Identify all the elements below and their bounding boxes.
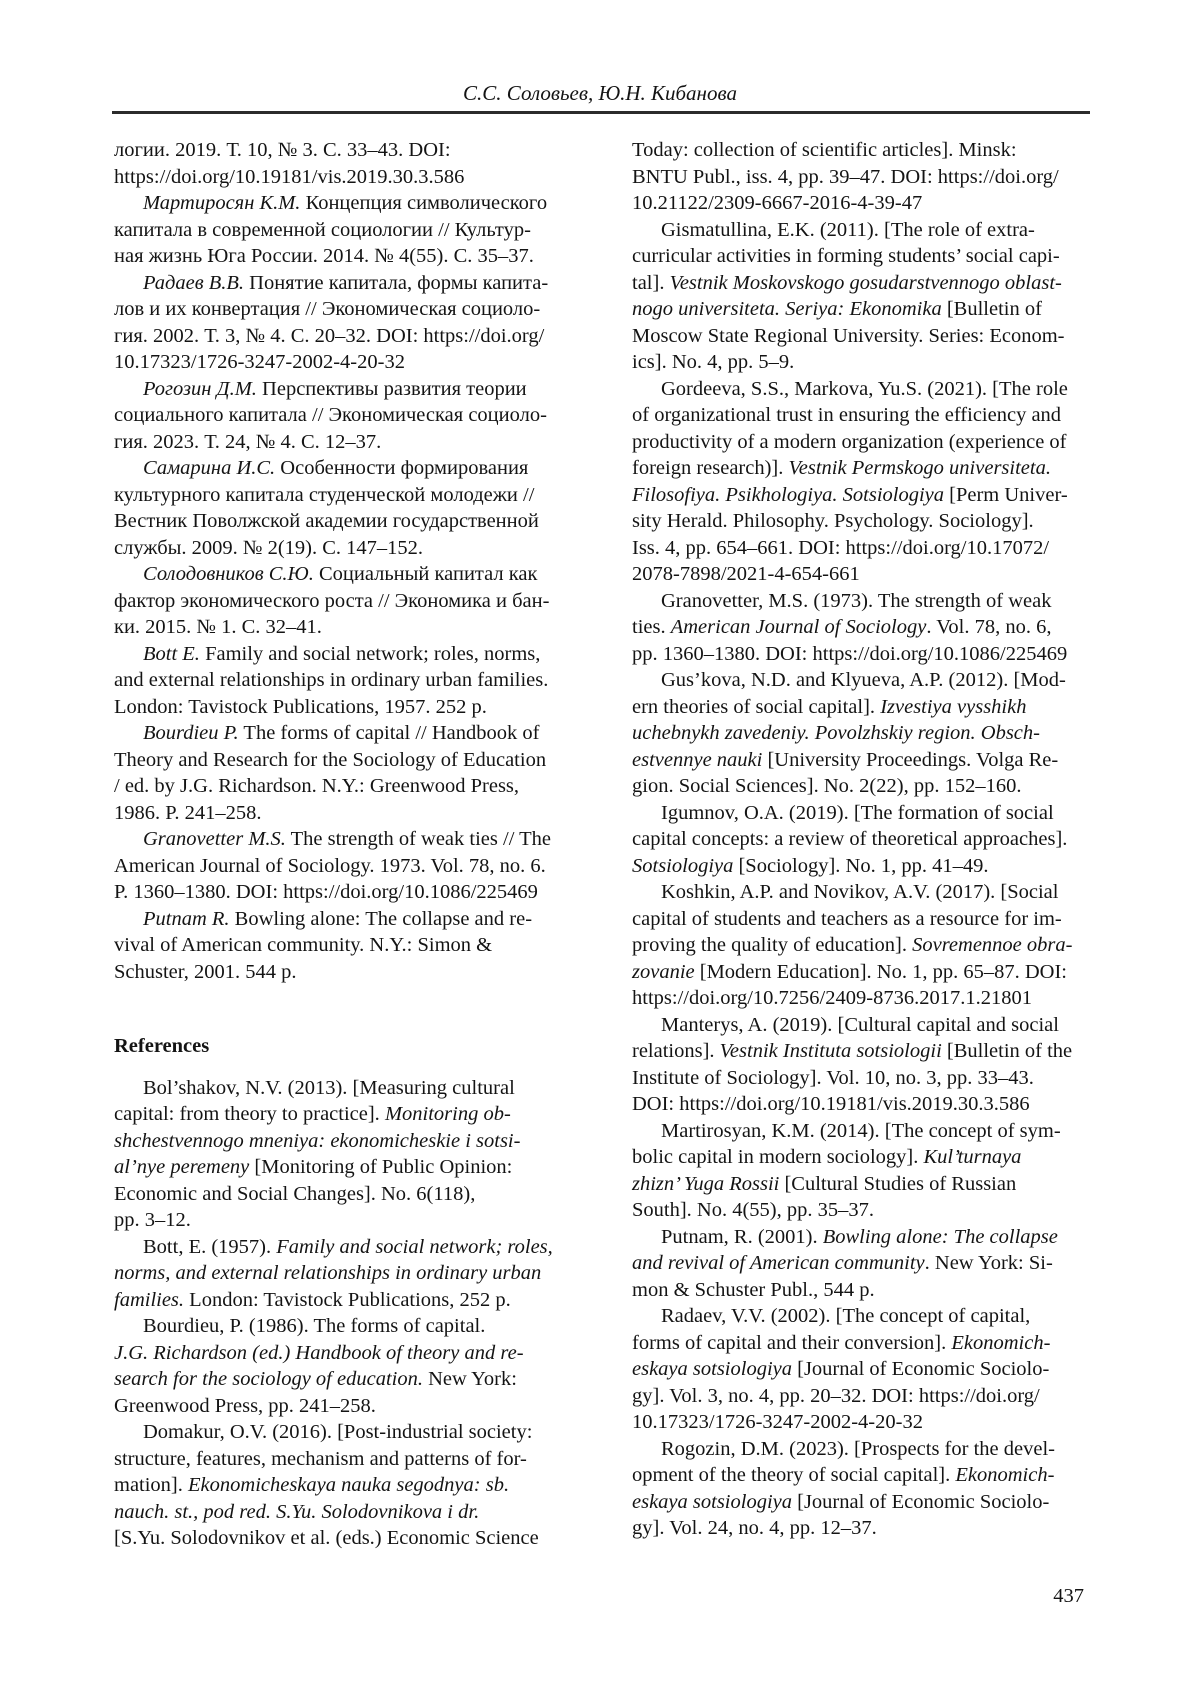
reference-line <box>632 959 1102 986</box>
reference-text: bolic capital in modern sociology]. <box>632 1146 924 1168</box>
reference-title-italic: Ekonomicheskaya nauka segodnya: sb. <box>188 1474 510 1496</box>
reference-line <box>632 773 1102 800</box>
reference-line <box>632 190 1102 217</box>
reference-line <box>632 1065 1102 1092</box>
reference-line <box>632 243 1102 270</box>
reference-line <box>632 270 1102 297</box>
reference-line <box>632 932 1102 959</box>
reference-text: [Bulletin of the <box>941 1040 1073 1062</box>
reference-line <box>632 826 1102 853</box>
reference-text: 1986. P. 241–258. <box>114 801 262 824</box>
reference-text: forms of capital and their conversion]. <box>632 1331 952 1354</box>
reference-title-italic: Рогозин Д.М. <box>143 377 257 400</box>
reference-title-italic: al’nye peremeny <box>114 1156 250 1178</box>
reference-line <box>114 508 584 535</box>
reference-text: gy]. Vol. 3, no. 4, pp. 20–32. DOI: https://doi.org/ <box>632 1384 1040 1407</box>
reference-title-italic: Granovetter M.S. <box>143 828 286 850</box>
reference-line <box>114 561 584 588</box>
reference-text: sity Herald. Philosophy. Psychology. Sociology]. <box>632 510 1034 532</box>
reference-paragraph <box>114 1419 584 1552</box>
reference-paragraph <box>114 455 584 561</box>
reference-text: opment of the theory of social capital]. <box>632 1464 956 1486</box>
reference-line <box>632 1197 1102 1224</box>
reference-line <box>114 137 584 164</box>
reference-title-italic: eskaya sotsiologiya <box>632 1490 792 1513</box>
reference-text: [Perm Univer- <box>944 483 1068 506</box>
reference-title-italic: Bourdieu P. <box>143 722 239 744</box>
reference-line <box>632 1515 1102 1542</box>
reference-line <box>632 217 1102 244</box>
reference-text: https://doi.org/10.19181/vis.2019.30.3.586 <box>114 165 465 188</box>
reference-text: vival of American community. N.Y.: Simon & <box>114 934 493 956</box>
reference-text: [Cultural Studies of Russian <box>779 1172 1017 1195</box>
reference-line <box>114 402 584 429</box>
reference-line <box>114 826 584 853</box>
column-right <box>632 137 1102 1542</box>
reference-text: Bowling alone: The collapse and re- <box>229 907 533 930</box>
reference-text: Gordeeva, S.S., Markova, Yu.S. (2021). [The role <box>661 377 1068 400</box>
reference-line <box>114 614 584 641</box>
reference-title-italic: uchebnykh zavedeniy. Povolzhskiy region. Obsch- <box>632 722 1040 744</box>
reference-paragraph <box>114 826 584 906</box>
reference-text: . New York: Si- <box>924 1252 1053 1274</box>
reference-line <box>114 217 584 244</box>
reference-text: Bol’shakov, N.V. (2013). [Measuring cultural <box>143 1076 515 1099</box>
reference-paragraph <box>632 217 1102 376</box>
reference-line <box>632 1144 1102 1171</box>
reference-line <box>632 1436 1102 1463</box>
reference-title-italic: Kul’turnaya <box>923 1146 1022 1168</box>
reference-text: Gismatullina, E.K. (2011). [The role of extra- <box>661 218 1035 241</box>
reference-line <box>632 694 1102 721</box>
reference-text: Социальный капитал как <box>313 563 538 585</box>
reference-line <box>632 455 1102 482</box>
reference-title-italic: Vestnik Moskovskogo gosudarstvennogo oblast- <box>669 271 1062 294</box>
reference-paragraph <box>632 1118 1102 1224</box>
reference-text: gy]. Vol. 24, no. 4, pp. 12–37. <box>632 1517 877 1539</box>
reference-line <box>114 1154 584 1181</box>
reference-line <box>632 164 1102 191</box>
reference-line <box>114 1181 584 1208</box>
reference-line <box>114 773 584 800</box>
reference-paragraph <box>632 376 1102 588</box>
reference-text: and external relationships in ordinary urban families. <box>114 669 549 691</box>
reference-line <box>114 1446 584 1473</box>
reference-paragraph <box>632 1224 1102 1304</box>
reference-text: capital: from theory to practice]. <box>114 1103 385 1125</box>
reference-line <box>632 1012 1102 1039</box>
reference-text: Bourdieu, P. (1986). The forms of capital. <box>143 1315 486 1337</box>
reference-title-italic: Самарина И.С. <box>143 457 276 479</box>
reference-line <box>114 1287 584 1314</box>
reference-paragraph <box>632 137 1102 217</box>
reference-text: Domakur, O.V. (2016). [Post-industrial society: <box>143 1421 533 1443</box>
reference-line <box>114 800 584 827</box>
reference-title-italic: nogo universiteta. Seriya: Ekonomika <box>632 298 942 320</box>
reference-text: relations]. <box>632 1040 720 1062</box>
reference-line <box>632 1224 1102 1251</box>
reference-text: pp. 3–12. <box>114 1209 191 1231</box>
reference-line <box>114 243 584 270</box>
reference-title-italic: J.G. Richardson (ed.) Handbook of theory and re- <box>114 1341 524 1364</box>
reference-text: капитала в современной социологии // Культур- <box>114 218 531 241</box>
reference-line <box>114 1075 584 1102</box>
reference-line <box>114 694 584 721</box>
reference-paragraph <box>632 800 1102 880</box>
reference-paragraph <box>114 1313 584 1419</box>
reference-line <box>114 1101 584 1128</box>
reference-line <box>632 641 1102 668</box>
reference-line <box>632 1277 1102 1304</box>
reference-title-italic: search for the sociology of education. <box>114 1368 423 1390</box>
reference-text: гия. 2002. Т. 3, № 4. С. 20–32. DOI: https://doi.org/ <box>114 324 545 347</box>
reference-text: Gus’kova, N.D. and Klyueva, A.P. (2012). [Mod- <box>661 669 1066 691</box>
reference-paragraph <box>632 667 1102 800</box>
reference-paragraph <box>114 906 584 986</box>
reference-title-italic: nauch. st., pod red. S.Yu. Solodovnikova i dr. <box>114 1500 480 1523</box>
reference-line <box>632 1409 1102 1436</box>
reference-text: Putnam, R. (2001). <box>661 1225 823 1248</box>
reference-text: 10.21122/2309-6667-2016-4-39-47 <box>632 192 923 214</box>
reference-text: [S.Yu. Solodovnikov et al. (eds.) Economic Science <box>114 1527 539 1549</box>
reference-title-italic: Sovremennoe obra- <box>912 934 1073 956</box>
reference-text: capital of students and teachers as a resource for im- <box>632 907 1062 930</box>
reference-line <box>632 667 1102 694</box>
reference-line <box>114 747 584 774</box>
reference-title-italic: Ekonomich- <box>955 1464 1055 1486</box>
reference-line <box>632 985 1102 1012</box>
reference-text: ties. <box>632 616 671 638</box>
reference-title-italic: Радаев В.В. <box>143 271 245 294</box>
reference-line <box>114 349 584 376</box>
reference-text: DOI: https://doi.org/10.19181/vis.2019.30.3.586 <box>632 1093 1030 1115</box>
reference-text: [Modern Education]. No. 1, pp. 65–87. DOI: <box>694 960 1067 983</box>
reference-text: Family and social network; roles, norms, <box>199 642 541 665</box>
reference-text: Schuster, 2001. 544 p. <box>114 960 297 983</box>
reference-text: Iss. 4, pp. 654–661. DOI: https://doi.org/10.17072/ <box>632 536 1050 559</box>
reference-text: Перспективы развития теории <box>256 377 527 400</box>
reference-line <box>114 376 584 403</box>
reference-text: гия. 2023. Т. 24, № 4. С. 12–37. <box>114 430 382 453</box>
reference-text: ics]. No. 4, pp. 5–9. <box>632 351 795 373</box>
reference-text: ки. 2015. № 1. С. 32–41. <box>114 616 322 638</box>
reference-line <box>632 402 1102 429</box>
reference-text: Manterys, A. (2019). [Cultural capital and social <box>661 1013 1059 1036</box>
reference-text: ная жизнь Юга России. 2014. № 4(55). С. 35–37. <box>114 245 534 267</box>
reference-line <box>632 535 1102 562</box>
reference-text: mon & Schuster Publ., 544 p. <box>632 1278 875 1301</box>
reference-line <box>114 853 584 880</box>
reference-line <box>632 349 1102 376</box>
reference-title-italic: estvennye nauki <box>632 748 763 771</box>
reference-line <box>114 959 584 986</box>
reference-title-italic: Vestnik Instituta sotsiologii <box>719 1040 942 1062</box>
reference-text: культурного капитала студенческой молодежи // <box>114 483 535 506</box>
reference-text: Понятие капитала, формы капита- <box>244 271 549 294</box>
reference-title-italic: norms, and external relationships in ordinary urban <box>114 1262 542 1284</box>
reference-line <box>632 1330 1102 1357</box>
reference-line <box>632 1250 1102 1277</box>
reference-text: P. 1360–1380. DOI: https://doi.org/10.1086/225469 <box>114 881 538 903</box>
reference-title-italic: Filosofiya. Psikhologiya. Sotsiologiya <box>632 483 945 506</box>
reference-paragraph <box>632 1436 1102 1542</box>
reference-text: foreign research)]. <box>632 457 789 479</box>
reference-text: Igumnov, O.A. (2019). [The formation of social <box>661 801 1054 824</box>
reference-line <box>632 1118 1102 1145</box>
reference-line <box>114 296 584 323</box>
reference-paragraph <box>114 1075 584 1234</box>
references-heading: References <box>114 1035 210 1057</box>
reference-line <box>632 323 1102 350</box>
reference-text: 2078-7898/2021-4-654-661 <box>632 563 860 585</box>
reference-title-italic: Bowling alone: The collapse <box>822 1225 1058 1248</box>
reference-line <box>114 535 584 562</box>
reference-line <box>114 323 584 350</box>
reference-paragraph <box>114 190 584 270</box>
reference-text: лов и их конвертация // Экономическая социоло- <box>114 298 541 320</box>
reference-title-italic: and revival of American community <box>632 1252 925 1274</box>
reference-text: [Monitoring of Public Opinion: <box>249 1156 513 1178</box>
reference-paragraph <box>114 137 584 190</box>
reference-text: London: Tavistock Publications, 252 p. <box>184 1288 511 1311</box>
reference-text: Theory and Research for the Sociology of Education <box>114 748 547 771</box>
reference-text: proving the quality of education]. <box>632 934 913 956</box>
reference-line <box>632 588 1102 615</box>
reference-line <box>632 482 1102 509</box>
reference-paragraph <box>114 641 584 721</box>
reference-text: Концепция символического <box>300 192 548 214</box>
reference-text: London: Tavistock Publications, 1957. 252 p. <box>114 695 487 718</box>
reference-line <box>632 614 1102 641</box>
reference-title-italic: zovanie <box>632 960 695 983</box>
reference-line <box>114 588 584 615</box>
reference-text: https://doi.org/10.7256/2409-8736.2017.1.21801 <box>632 987 1032 1009</box>
reference-text: Economic and Social Changes]. No. 6(118), <box>114 1182 476 1205</box>
reference-title-italic: eskaya sotsiologiya <box>632 1358 792 1380</box>
reference-text: социального капитала // Экономическая социоло- <box>114 404 547 426</box>
reference-title-italic: Мартиросян К.М. <box>143 192 301 214</box>
reference-text: ern theories of social capital]. <box>632 695 881 718</box>
reference-line <box>632 720 1102 747</box>
reference-line <box>114 720 584 747</box>
reference-title-italic: shchestvennogo mneniya: ekonomicheskie i sotsi- <box>114 1129 521 1152</box>
reference-line <box>632 1038 1102 1065</box>
reference-text: Вестник Поволжской академии государственной <box>114 510 539 532</box>
reference-text: American Journal of Sociology. 1973. Vol. 78, no. 6. <box>114 854 546 877</box>
reference-text: mation]. <box>114 1474 189 1496</box>
reference-line <box>632 376 1102 403</box>
reference-text: [Bulletin of <box>941 298 1042 320</box>
reference-text: curricular activities in forming students’ social capi- <box>632 245 1060 267</box>
reference-title-italic: Sotsiologiya <box>632 854 734 877</box>
reference-text: логии. 2019. Т. 10, № 3. С. 33–43. DOI: <box>114 139 451 161</box>
reference-title-italic: American Journal of Sociology <box>670 616 927 638</box>
reference-line <box>632 296 1102 323</box>
reference-line <box>114 1419 584 1446</box>
reference-line <box>114 190 584 217</box>
reference-paragraph <box>114 561 584 641</box>
reference-paragraph <box>114 1234 584 1314</box>
reference-line <box>114 641 584 668</box>
reference-text: Today: collection of scientific articles]. Minsk: <box>632 139 1017 161</box>
reference-text: 10.17323/1726-3247-2002-4-20-32 <box>632 1411 923 1433</box>
reference-title-italic: Ekonomich- <box>951 1331 1051 1354</box>
reference-line <box>114 1260 584 1287</box>
reference-text: Institute of Sociology]. Vol. 10, no. 3, pp. 33–43. <box>632 1066 1034 1089</box>
reference-text: Rogozin, D.M. (2023). [Prospects for the devel- <box>661 1437 1055 1460</box>
reference-line <box>114 1128 584 1155</box>
reference-line <box>632 1462 1102 1489</box>
reference-text: Radaev, V.V. (2002). [The concept of capital, <box>661 1305 1031 1327</box>
reference-line <box>114 1313 584 1340</box>
reference-text: Granovetter, M.S. (1973). The strength of weak <box>661 589 1052 612</box>
reference-line <box>632 1383 1102 1410</box>
reference-line <box>632 1171 1102 1198</box>
reference-text: The forms of capital // Handbook of <box>238 722 540 744</box>
reference-text: structure, features, mechanism and patterns of for- <box>114 1447 527 1470</box>
page-number: 437 <box>1053 1585 1084 1607</box>
reference-line <box>632 561 1102 588</box>
reference-text: фактор экономического роста // Экономика и бан- <box>114 589 550 612</box>
reference-line <box>114 667 584 694</box>
reference-line <box>114 879 584 906</box>
reference-text: gion. Social Sciences]. No. 2(22), pp. 152–160. <box>632 775 1022 797</box>
reference-paragraph <box>114 376 584 456</box>
reference-text: Особенности формирования <box>275 457 529 479</box>
reference-line <box>114 932 584 959</box>
column-left <box>114 137 584 1552</box>
reference-text: of organizational trust in ensuring the efficiency and <box>632 404 1062 426</box>
header-rule <box>112 111 1090 114</box>
reference-line <box>114 1472 584 1499</box>
reference-paragraph <box>632 1303 1102 1436</box>
reference-title-italic: zhizn’ Yuga Rossii <box>632 1172 780 1195</box>
reference-paragraph <box>632 588 1102 668</box>
reference-text: Martirosyan, K.M. (2014). [The concept of sym- <box>661 1119 1061 1142</box>
reference-text: BNTU Publ., iss. 4, pp. 39–47. DOI: https://doi.org/ <box>632 165 1059 188</box>
reference-line <box>114 1207 584 1234</box>
reference-text: . Vol. 78, no. 6, <box>926 616 1052 638</box>
reference-text: New York: <box>422 1368 517 1390</box>
reference-line <box>632 429 1102 456</box>
reference-line <box>632 747 1102 774</box>
reference-title-italic: Vestnik Permskogo universiteta. <box>788 457 1051 479</box>
reference-line <box>632 1356 1102 1383</box>
reference-line <box>114 1234 584 1261</box>
running-head-authors: С.С. Соловьев, Ю.Н. Кибанова <box>463 81 737 105</box>
reference-text: tal]. <box>632 271 670 294</box>
reference-text: Greenwood Press, pp. 241–258. <box>114 1394 376 1417</box>
reference-text: capital concepts: a review of theoretical approaches]. <box>632 828 1068 850</box>
reference-text: [Journal of Economic Sociolo- <box>792 1358 1050 1380</box>
reference-line <box>114 1393 584 1420</box>
reference-text: службы. 2009. № 2(19). С. 147–152. <box>114 536 424 559</box>
reference-title-italic: Family and social network; roles, <box>276 1235 553 1258</box>
reference-text: 10.17323/1726-3247-2002-4-20-32 <box>114 351 405 373</box>
reference-line <box>632 879 1102 906</box>
reference-text: [Journal of Economic Sociolo- <box>792 1490 1050 1513</box>
reference-line <box>632 137 1102 164</box>
reference-line <box>114 1340 584 1367</box>
reference-title-italic: families. <box>114 1288 185 1311</box>
reference-paragraph <box>114 270 584 376</box>
reference-line <box>114 1499 584 1526</box>
reference-text: productivity of a modern organization (experience of <box>632 430 1067 453</box>
reference-title-italic: Izvestiya vysshikh <box>880 695 1027 718</box>
reference-line <box>114 429 584 456</box>
reference-title-italic: Monitoring ob- <box>384 1103 511 1125</box>
reference-title-italic: Putnam R. <box>143 907 230 930</box>
reference-line <box>114 270 584 297</box>
reference-text: [University Proceedings. Volga Re- <box>762 748 1059 771</box>
reference-paragraph <box>632 1012 1102 1118</box>
reference-line <box>114 455 584 482</box>
reference-text: pp. 1360–1380. DOI: https://doi.org/10.1086/225469 <box>632 642 1068 665</box>
reference-line <box>114 1366 584 1393</box>
reference-line <box>114 164 584 191</box>
reference-text: [Sociology]. No. 1, pp. 41–49. <box>733 854 989 877</box>
reference-text: Moscow State Regional University. Series: Econom- <box>632 324 1065 347</box>
reference-paragraph <box>632 879 1102 1012</box>
reference-title-italic: Солодовников С.Ю. <box>143 563 314 585</box>
reference-text: The strength of weak ties // The <box>285 828 552 850</box>
reference-text: South]. No. 4(55), pp. 35–37. <box>632 1199 875 1221</box>
reference-paragraph <box>114 720 584 826</box>
reference-line <box>114 482 584 509</box>
reference-line <box>632 853 1102 880</box>
reference-line <box>114 906 584 933</box>
reference-line <box>114 1525 584 1552</box>
reference-line <box>632 906 1102 933</box>
reference-line <box>632 800 1102 827</box>
reference-line <box>632 1091 1102 1118</box>
reference-text: Bott, E. (1957). <box>143 1235 277 1258</box>
reference-line <box>632 1303 1102 1330</box>
reference-text: Koshkin, A.P. and Novikov, A.V. (2017). [Social <box>661 881 1059 903</box>
reference-line <box>632 1489 1102 1516</box>
reference-title-italic: Bott E. <box>143 642 200 665</box>
reference-line <box>632 508 1102 535</box>
reference-text: / ed. by J.G. Richardson. N.Y.: Greenwood Press, <box>114 775 520 797</box>
